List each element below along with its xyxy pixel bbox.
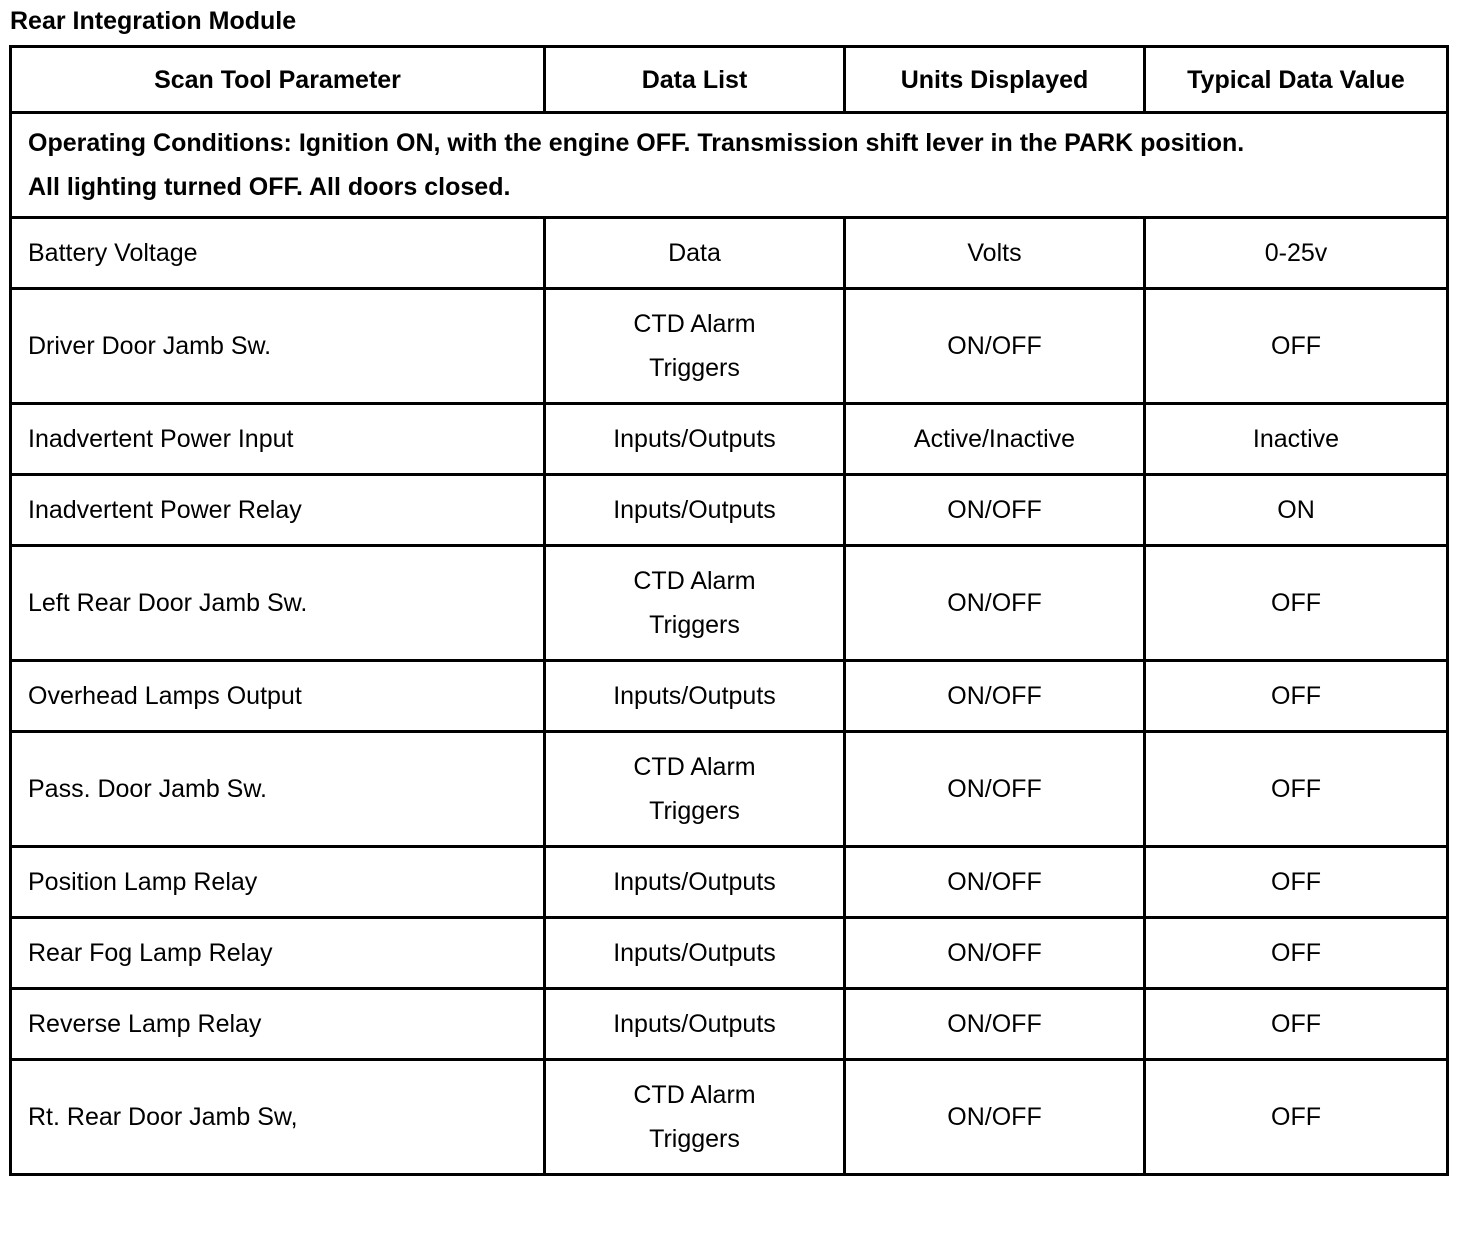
cell-data-list-line-1: Inputs/Outputs [613, 496, 776, 524]
cell-typical-value: OFF [1145, 918, 1448, 989]
cell-parameter: Inadvertent Power Input [11, 404, 545, 475]
cell-data-list-line-1: Inputs/Outputs [613, 868, 776, 896]
cell-parameter: Overhead Lamps Output [11, 661, 545, 732]
cell-data-list [545, 732, 845, 847]
cell-data-list-line-1: Inputs/Outputs [613, 682, 776, 710]
cell-data-list-line-2: Triggers [649, 797, 740, 825]
cell-data-list [545, 546, 845, 661]
cell-data-list [545, 475, 845, 546]
table-row [11, 732, 1448, 847]
cell-data-list [545, 218, 845, 289]
cell-units: ON/OFF [845, 289, 1145, 404]
operating-conditions [11, 113, 1448, 218]
table-row [11, 989, 1448, 1060]
cell-data-list [545, 847, 845, 918]
cell-data-list-line-2: Triggers [649, 1125, 740, 1153]
page-title: Rear Integration Module [10, 7, 297, 35]
table-header-row [11, 47, 1448, 113]
cell-data-list [545, 289, 845, 404]
cell-parameter: Battery Voltage [11, 218, 545, 289]
table-row [11, 847, 1448, 918]
cell-parameter: Inadvertent Power Relay [11, 475, 545, 546]
table-row [11, 289, 1448, 404]
table-row [11, 404, 1448, 475]
table-row [11, 918, 1448, 989]
cell-typical-value: OFF [1145, 732, 1448, 847]
cell-typical-value: ON [1145, 475, 1448, 546]
cell-parameter: Left Rear Door Jamb Sw. [11, 546, 545, 661]
cell-typical-value: 0-25v [1145, 218, 1448, 289]
cell-data-list-line-1: CTD Alarm [633, 567, 756, 595]
cell-units: Volts [845, 218, 1145, 289]
cell-data-list [545, 918, 845, 989]
cell-parameter: Driver Door Jamb Sw. [11, 289, 545, 404]
cell-data-list-line-2: Triggers [649, 611, 740, 639]
cell-data-list-line-1: CTD Alarm [633, 753, 756, 781]
cell-data-list-line-1: CTD Alarm [633, 1081, 756, 1109]
cell-units: ON/OFF [845, 989, 1145, 1060]
cell-data-list-line-1: CTD Alarm [633, 310, 756, 338]
cell-data-list [545, 404, 845, 475]
table-row [11, 218, 1448, 289]
cell-typical-value: OFF [1145, 989, 1448, 1060]
cell-units: ON/OFF [845, 661, 1145, 732]
cell-units: Active/Inactive [845, 404, 1145, 475]
cell-typical-value: OFF [1145, 546, 1448, 661]
cell-data-list-line-1: Data [668, 239, 721, 267]
table-row [11, 475, 1448, 546]
cell-typical-value: OFF [1145, 1060, 1448, 1175]
cell-units: ON/OFF [845, 1060, 1145, 1175]
cell-units: ON/OFF [845, 918, 1145, 989]
cell-data-list-line-1: Inputs/Outputs [613, 939, 776, 967]
table-row [11, 546, 1448, 661]
cell-units: ON/OFF [845, 732, 1145, 847]
cell-parameter: Reverse Lamp Relay [11, 989, 545, 1060]
cell-data-list [545, 989, 845, 1060]
header-data-list: Data List [545, 47, 845, 113]
cell-data-list-line-1: Inputs/Outputs [613, 425, 776, 453]
cell-typical-value: OFF [1145, 661, 1448, 732]
header-scan-tool-parameter: Scan Tool Parameter [11, 47, 545, 113]
cell-data-list [545, 1060, 845, 1175]
header-typical-data-value: Typical Data Value [1145, 47, 1448, 113]
table-row [11, 1060, 1448, 1175]
cell-parameter: Position Lamp Relay [11, 847, 545, 918]
cell-data-list-line-1: Inputs/Outputs [613, 1010, 776, 1038]
cell-typical-value: Inactive [1145, 404, 1448, 475]
data-table [9, 45, 1449, 1176]
operating-conditions-row [11, 113, 1448, 218]
cell-units: ON/OFF [845, 546, 1145, 661]
cell-parameter: Pass. Door Jamb Sw. [11, 732, 545, 847]
cell-typical-value: OFF [1145, 847, 1448, 918]
table-row [11, 661, 1448, 732]
cell-typical-value: OFF [1145, 289, 1448, 404]
cell-units: ON/OFF [845, 475, 1145, 546]
operating-conditions-line-2: All lighting turned OFF. All doors closed. [28, 173, 511, 201]
operating-conditions-line-1: Operating Conditions: Ignition ON, with the engine OFF. Transmission shift lever in the PARK position. [28, 129, 1245, 157]
cell-units: ON/OFF [845, 847, 1145, 918]
cell-parameter: Rear Fog Lamp Relay [11, 918, 545, 989]
header-units-displayed: Units Displayed [845, 47, 1145, 113]
cell-data-list [545, 661, 845, 732]
cell-parameter: Rt. Rear Door Jamb Sw, [11, 1060, 545, 1175]
cell-data-list-line-2: Triggers [649, 354, 740, 382]
